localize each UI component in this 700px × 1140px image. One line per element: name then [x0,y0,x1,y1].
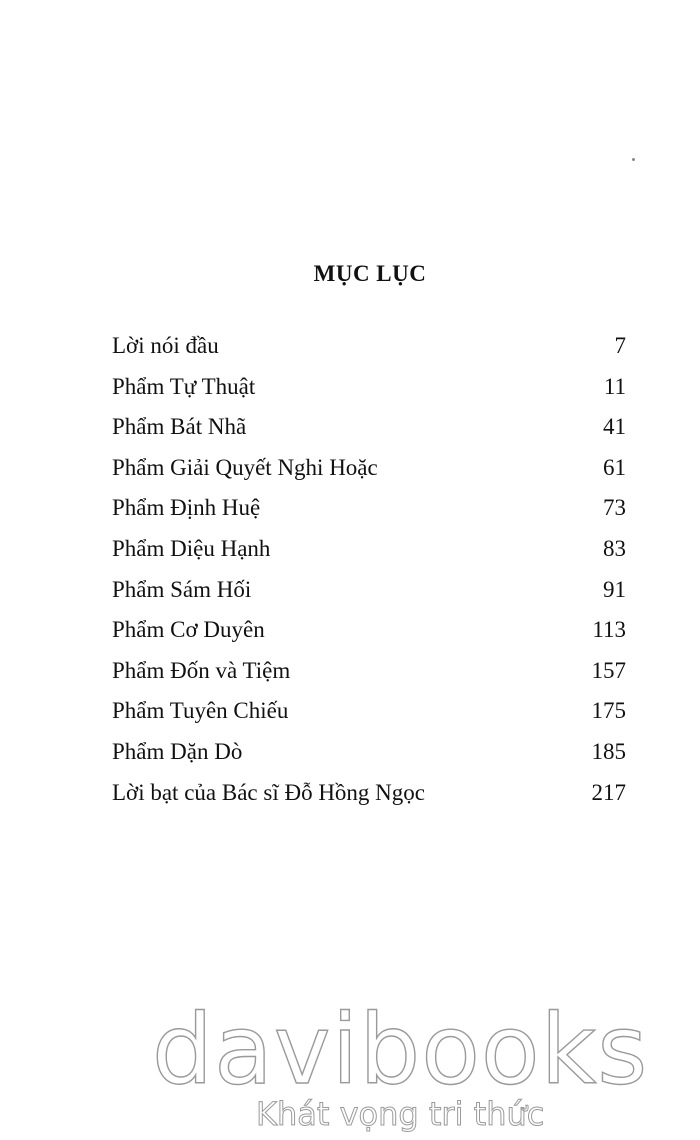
toc-list [112,326,626,813]
toc-entry [112,570,626,611]
toc-entry-title: Lời bạt của Bác sĩ Đỗ Hồng Ngọc [112,779,426,805]
publisher-watermark [152,994,649,1140]
toc-entry-page: 157 [591,657,626,683]
toc-entry [112,367,626,408]
toc-entry-page: 83 [603,535,626,561]
paper-speck [632,158,635,161]
toc-entry-page: 11 [603,373,626,399]
toc-entry-page: 61 [603,454,626,480]
toc-entry [112,651,626,692]
toc-entry-page: 73 [603,495,626,521]
toc-entry-page: 91 [603,576,626,602]
toc-entry [112,488,626,529]
toc-entry [112,326,626,367]
toc-entry-title: Phẩm Định Huệ [112,495,261,521]
toc-entry-page: 175 [591,698,626,724]
toc-entry-page: 7 [614,333,626,358]
watermark-slogan: Khát vọng tri thức [256,1095,545,1133]
toc-entry [112,407,626,448]
toc-entry-page: 217 [591,779,626,805]
toc-entry [112,773,626,814]
toc-heading: MỤC LỤC [313,261,427,286]
toc-entry-page: 113 [592,617,626,643]
toc-entry [112,691,626,732]
toc-entry-title: Phẩm Tự Thuật [112,373,256,399]
toc-entry-page: 41 [603,414,626,440]
toc-entry-title: Phẩm Đốn và Tiệm [112,657,291,683]
toc-entry-title: Phẩm Sám Hối [112,576,252,602]
toc-entry-title: Phẩm Diệu Hạnh [112,535,271,561]
toc-entry [112,732,626,773]
toc-entry-title: Phẩm Giải Quyết Nghi Hoặc [112,454,378,480]
toc-entry [112,448,626,489]
toc-entry-title: Phẩm Cơ Duyên [112,617,265,643]
toc-entry-title: Phẩm Bát Nhã [112,414,247,440]
toc-entry-title: Phẩm Dặn Dò [112,738,243,764]
toc-entry-page: 185 [591,738,626,764]
toc-entry-title: Lời nói đầu [112,333,219,358]
toc-entry [112,529,626,570]
watermark-brand: davibooks [152,994,649,1106]
toc-entry [112,610,626,651]
toc-entry-title: Phẩm Tuyên Chiếu [112,698,289,724]
